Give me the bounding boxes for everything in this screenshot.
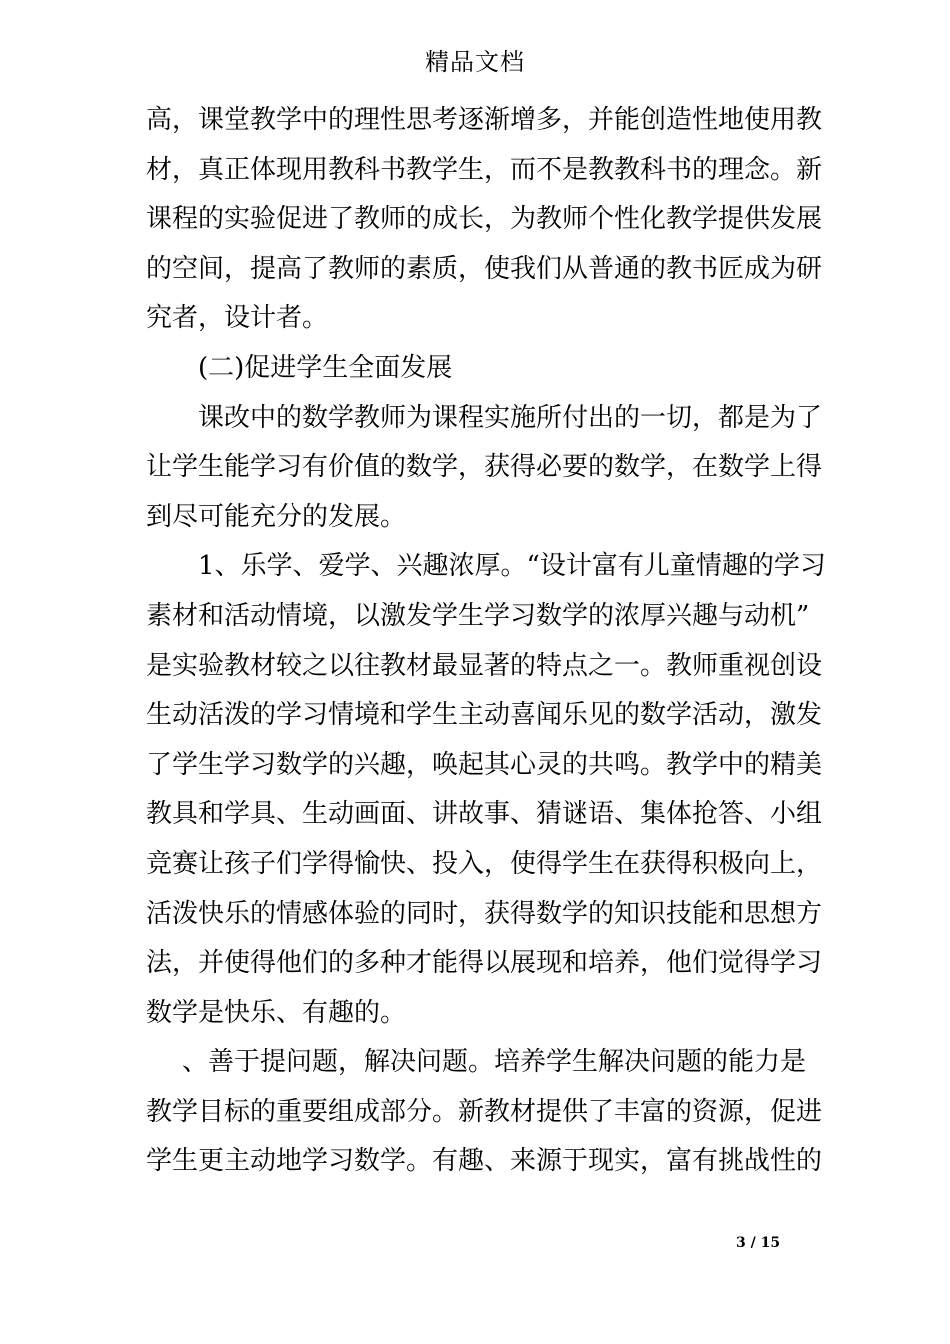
text-line: 、善于提问题，解决问题。培养学生解决问题的能力是 bbox=[182, 1047, 807, 1078]
text-line: 生动活泼的学习情境和学生主动喜闻乐见的数学活动，激发 bbox=[146, 700, 823, 731]
body-text bbox=[146, 96, 826, 1187]
text-line: 了学生学习数学的兴趣，唤起其心灵的共鸣。教学中的精美 bbox=[146, 749, 823, 780]
text-line: 是实验教材较之以往教材最显著的特点之一。教师重视创设 bbox=[146, 650, 823, 681]
text-line: 高，课堂教学中的理性思考逐渐增多，并能创造性地使用教 bbox=[146, 105, 823, 135]
text-line: 法，并使得他们的多种才能得以展现和培养，他们觉得学习 bbox=[146, 948, 823, 979]
text-line: 究者，设计者。 bbox=[146, 303, 329, 334]
page-header: 精品文档 bbox=[425, 48, 525, 76]
text-line: 材，真正体现用教科书教学生，而不是教教科书的理念。新 bbox=[146, 154, 823, 185]
text-line: 1、乐学、爱学、兴趣浓厚。“设计富有儿童情趣的学习 bbox=[198, 551, 826, 582]
text-line: (二)促进学生全面发展 bbox=[198, 352, 453, 383]
text-line: 课程的实验促进了教师的成长，为教师个性化教学提供发展 bbox=[146, 204, 823, 235]
text-line: 数学是快乐、有趣的。 bbox=[146, 997, 407, 1028]
text-line: 到尽可能充分的发展。 bbox=[146, 501, 407, 532]
text-line: 学生更主动地学习数学。有趣、来源于现实，富有挑战性的 bbox=[146, 1146, 823, 1177]
text-line: 让学生能学习有价值的数学，获得必要的数学，在数学上得 bbox=[146, 452, 823, 483]
text-line: 素材和活动情境，以激发学生学习数学的浓厚兴趣与动机” bbox=[146, 600, 810, 631]
text-line: 的空间，提高了教师的素质，使我们从普通的教书匠成为研 bbox=[146, 253, 823, 284]
text-line: 课改中的数学教师为课程实施所付出的一切，都是为了 bbox=[198, 402, 823, 433]
text-line: 教具和学具、生动画面、讲故事、猜谜语、集体抢答、小组 bbox=[146, 799, 823, 830]
page-number: 3 / 15 bbox=[736, 1235, 781, 1251]
text-lines bbox=[146, 96, 826, 1187]
text-line: 教学目标的重要组成部分。新教材提供了丰富的资源，促进 bbox=[146, 1096, 823, 1127]
text-line: 活泼快乐的情感体验的同时，获得数学的知识技能和思想方 bbox=[146, 898, 823, 929]
text-line: 竞赛让孩子们学得愉快、投入，使得学生在获得积极向上， bbox=[146, 848, 823, 879]
